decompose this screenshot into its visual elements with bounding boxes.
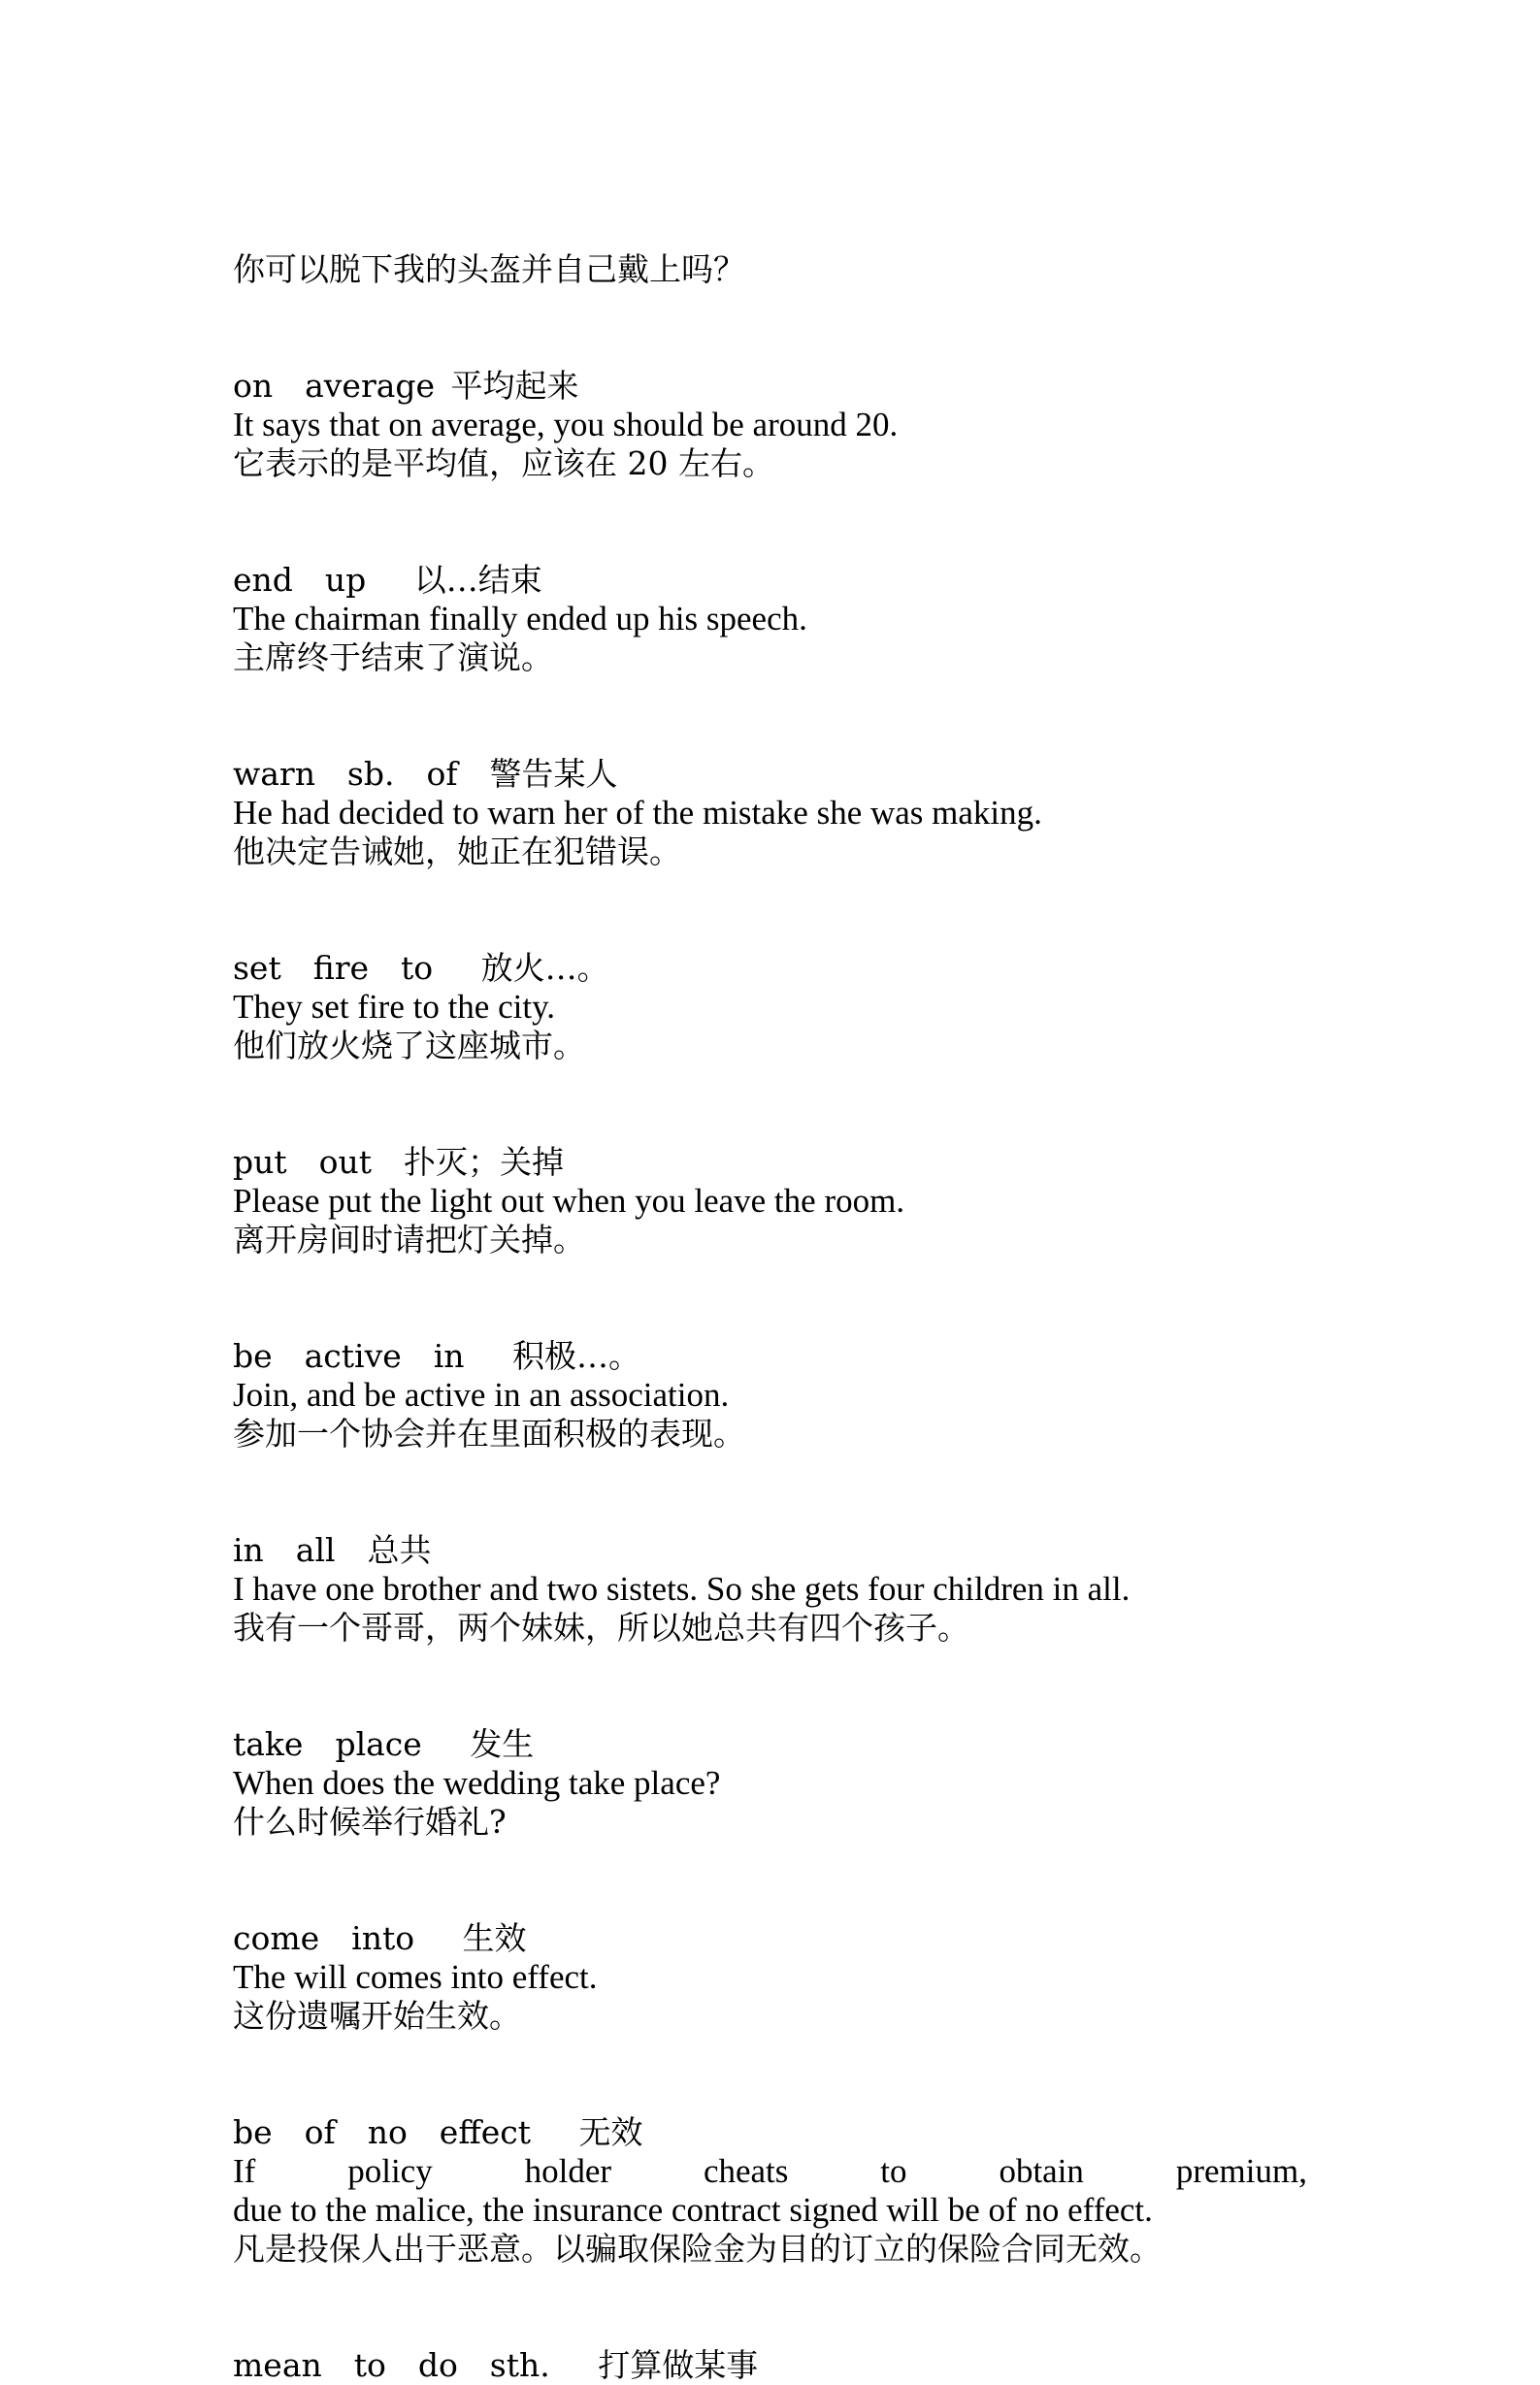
chinese-translation: 参加一个协会并在里面积极的表现。 [233,1415,745,1453]
spacer [233,1065,1307,1143]
phrase-heading: mean to do sth. 打算做某事 [233,2346,759,2384]
spacer [233,2269,1307,2346]
example-sentence: Join, and be active in an association. [233,1376,730,1414]
chinese-translation: 主席终于结束了演说。 [233,638,553,676]
entry-block [233,2346,1307,2385]
entry-block [233,1143,1307,1259]
phrase-heading: be of no effect 无效 [233,2113,643,2151]
entry-block [233,755,1307,871]
justified-word: If [233,2152,256,2190]
phrase-heading: take place 发生 [233,1725,535,1763]
phrase-heading: be active in 积极…。 [233,1337,641,1375]
chinese-translation: 离开房间时请把灯关掉。 [233,1221,585,1258]
example-sentence: Please put the light out when you leave the room. [233,1182,905,1220]
spacer [233,483,1307,561]
justified-word: obtain [999,2152,1084,2190]
chinese-translation: 他们放火烧了这座城市。 [233,1027,585,1064]
example-sentence: When does the wedding take place? [233,1764,721,1802]
example-sentence: It says that on average, you should be around 20. [233,406,899,443]
spacer [233,1648,1307,1725]
spacer [233,2036,1307,2113]
phrase-heading: warn sb. of 警告某人 [233,755,618,793]
entry-block [233,1919,1307,2036]
justified-word: holder [524,2152,612,2190]
chinese-translation: 这份遗嘱开始生效。 [233,1997,521,2035]
chinese-translation: 他决定告诫她，她正在犯错误。 [233,833,681,870]
spacer [233,1454,1307,1531]
phrase-heading: set fire to 放火…。 [233,949,609,987]
phrase-heading: put out 扑灭；关掉 [233,1143,564,1181]
justified-word: policy [347,2152,433,2190]
example-sentence: due to the malice, the insurance contract signed will be of no effect. [233,2191,1153,2229]
entry-block [233,1337,1307,1454]
spacer [233,677,1307,755]
phrase-heading: in all 总共 [233,1531,432,1569]
phrase-heading: end up 以…结束 [233,561,542,599]
top-line: 你可以脱下我的头盔并自己戴上吗？ [233,250,745,288]
example-sentence: He had decided to warn her of the mistake she was making. [233,794,1042,832]
chinese-translation: 什么时候举行婚礼? [233,1803,507,1841]
example-sentence: The chairman finally ended up his speech. [233,600,807,637]
spacer [233,1842,1307,1919]
justified-word: cheats [703,2152,789,2190]
spacer [233,1259,1307,1337]
entry-block [233,367,1307,483]
chinese-translation: 凡是投保人出于恶意。以骗取保险金为目的订立的保险合同无效。 [233,2230,1162,2268]
entry-list [233,367,1307,2385]
entry-block [233,949,1307,1065]
example-sentence: The will comes into effect. [233,1958,598,1996]
entry-block [233,2113,1307,2269]
chinese-translation: 它表示的是平均值，应该在 20 左右。 [233,444,774,482]
spacer [233,289,1307,367]
justified-word: to [880,2152,907,2190]
spacer [233,871,1307,949]
phrase-heading: on average 平均起来 [233,367,579,405]
justified-word: premium, [1175,2152,1307,2190]
entry-block [233,561,1307,677]
example-sentence: I have one brother and two sistets. So she gets four children in all. [233,1570,1130,1608]
example-sentence: They set fire to the city. [233,988,556,1026]
phrase-heading: come into 生效 [233,1919,527,1957]
entry-block [233,1725,1307,1842]
chinese-translation: 我有一个哥哥，两个妹妹，所以她总共有四个孩子。 [233,1609,969,1647]
example-sentence-justified [233,2152,1307,2191]
entry-block [233,1531,1307,1648]
